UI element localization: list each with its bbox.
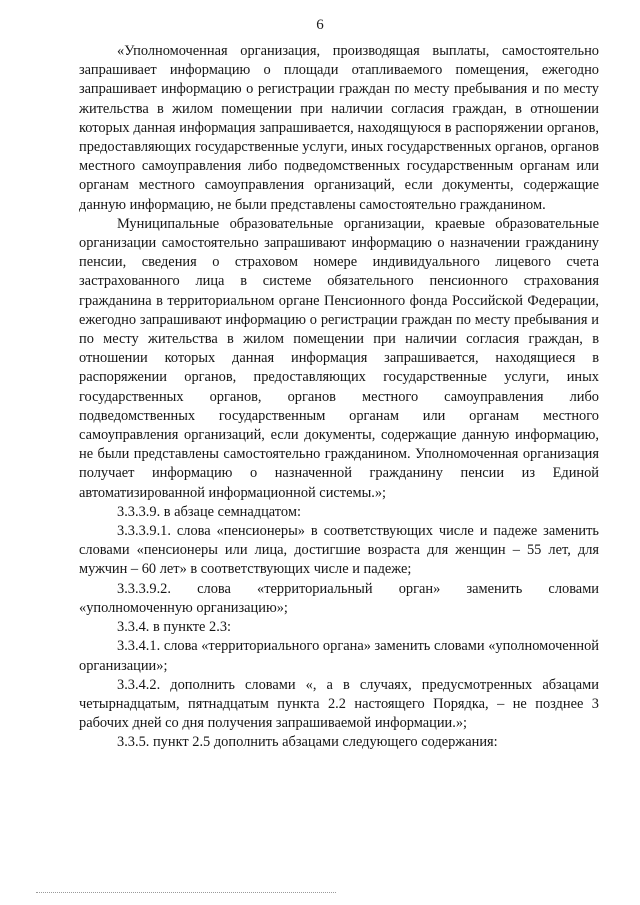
- bottom-scan-rule: [36, 892, 336, 893]
- paragraph-3-3-3-9-2: 3.3.3.9.2. слова «территориальный орган» заменить словами «уполномоченную организацию»;: [79, 580, 599, 616]
- paragraph-3-3-4: 3.3.4. в пункте 2.3:: [117, 619, 232, 636]
- paragraph-3-3-3-9-1: 3.3.3.9.1. слова «пенсионеры» в соответствующих числе и падеже заменить словами «пенсионеры или лица, достигшие возраста для женщин – 55 лет, для мужчин – 60 лет» в соответствующих числе и падеже;: [79, 523, 599, 578]
- paragraph-3-3-5: 3.3.5. пункт 2.5 дополнить абзацами следующего содержания:: [117, 734, 498, 751]
- paragraph-3-3-3-9: 3.3.3.9. в абзаце семнадцатом:: [117, 503, 301, 520]
- paragraph-3-3-4-2: 3.3.4.2. дополнить словами «, а в случаях, предусмотренных абзацами четырнадцатым, пятнадцатым пункта 2.2 настоящего Порядка, – не позднее 3 рабочих дней со дня получения запрашиваемой информации.»;: [79, 676, 599, 732]
- document-body: [79, 42, 599, 753]
- page-number: 6: [316, 17, 324, 33]
- paragraph-3-3-4-1: 3.3.4.1. слова «территориального органа» заменить словами «уполномоченной организации»;: [79, 638, 599, 674]
- paragraph-heating-info: «Уполномоченная организация, производящая выплаты, самостоятельно запрашивает информацию о площади отапливаемого помещения, ежегодно запрашивает информацию о регистрации граждан по месту пребывания и по месту жительства в жилом помещении при наличии согласия граждан, в отношении которых данная информация запрашивается, находящуюся в распоряжении органов, предоставляющих государственные услуги, иных государственных органов, органов местного самоуправления либо подведомственных государственным органам или органам местного самоуправления организаций, если документы, содержащие данную информацию, не были представлены самостоятельно гражданином.: [79, 43, 599, 213]
- paragraph-educational-organizations: Муниципальные образовательные организации, краевые образовательные организации самостоятельно запрашивают информацию о назначении гражданину пенсии, сведения о страховом номере индивидуального лицевого счета застрахованного лица в системе обязательного пенсионного страхования гражданина в территориальном органе Пенсионного фонда Российской Федерации, ежегодно запрашивают информацию о регистрации граждан по месту пребывания и по месту жительства в жилом помещении при наличии согласия граждан, в отношении которых данная информация запрашивается, находящиеся в распоряжении органов, предоставляющих государственные услуги, иных государственных органов, органов местного самоуправления либо подведомственных государственным органам или органам местного самоуправления организаций, если документы, содержащие данную информацию, не были представлены самостоятельно гражданином. Уполномоченная организация получает информацию о назначенной гражданину пенсии из Единой автоматизированной информационной системы.»;: [79, 215, 599, 501]
